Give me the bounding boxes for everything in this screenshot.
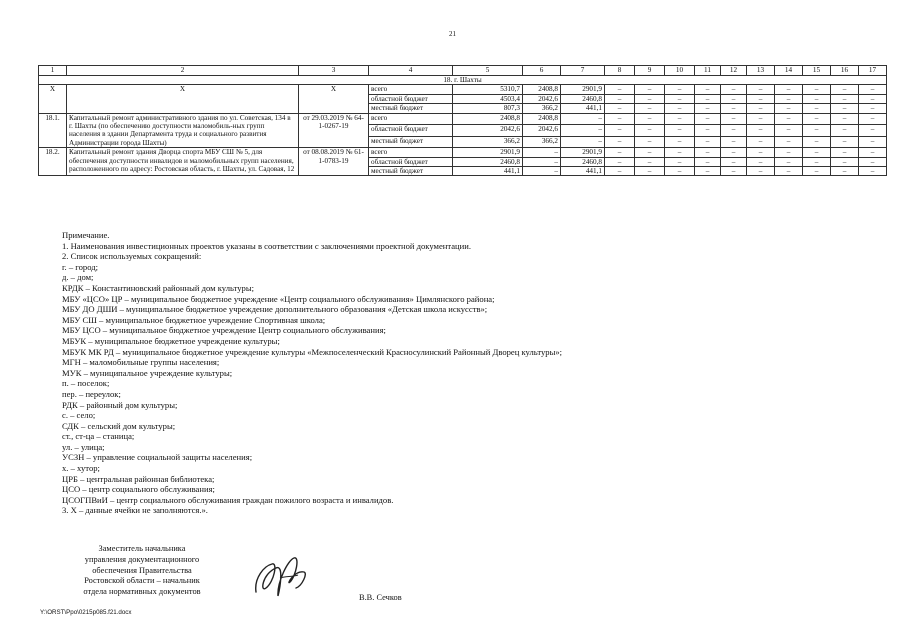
empty-cell: – bbox=[665, 167, 695, 176]
year-value: 2408,8 bbox=[523, 85, 561, 94]
column-number: 17 bbox=[859, 66, 887, 76]
empty-cell: – bbox=[721, 157, 747, 166]
project-doc: от 08.08.2019 № 61-1-0783-19 bbox=[299, 148, 369, 176]
column-number: 12 bbox=[721, 66, 747, 76]
empty-cell: – bbox=[775, 125, 803, 137]
empty-cell: – bbox=[721, 125, 747, 137]
empty-cell: – bbox=[721, 148, 747, 157]
empty-cell: – bbox=[747, 94, 775, 103]
funding-source: областной бюджет bbox=[369, 157, 453, 166]
column-number: 4 bbox=[369, 66, 453, 76]
empty-cell: – bbox=[635, 113, 665, 125]
empty-cell: – bbox=[747, 125, 775, 137]
signer-title-line: управления документационного bbox=[84, 554, 200, 564]
column-number: 10 bbox=[665, 66, 695, 76]
empty-cell: – bbox=[803, 148, 831, 157]
total-value: 366,2 bbox=[453, 136, 523, 148]
empty-cell: – bbox=[721, 85, 747, 94]
empty-cell: – bbox=[635, 136, 665, 148]
year-value: – bbox=[561, 125, 605, 137]
empty-cell: – bbox=[721, 167, 747, 176]
column-number: 3 bbox=[299, 66, 369, 76]
empty-cell: – bbox=[831, 113, 859, 125]
funding-source: всего bbox=[369, 113, 453, 125]
empty-cell: – bbox=[747, 148, 775, 157]
note-line: 1. Наименования инвестиционных проектов указаны в соответствии с заключениями проектной документации. bbox=[62, 240, 472, 251]
funding-source: местный бюджет bbox=[369, 136, 453, 148]
empty-cell: – bbox=[831, 136, 859, 148]
notes-block bbox=[62, 230, 562, 516]
year-value: 2408,8 bbox=[523, 113, 561, 125]
year-value: 2901,9 bbox=[561, 85, 605, 94]
total-value: 2042,6 bbox=[453, 125, 523, 137]
note-line: ЦСОГПВиИ – центр социального обслуживания граждан пожилого возраста и инвалидов. bbox=[62, 494, 394, 505]
note-line: с. – село; bbox=[62, 410, 96, 421]
header-row bbox=[39, 66, 887, 76]
note-line: Примечание. bbox=[62, 230, 110, 240]
empty-cell: – bbox=[803, 113, 831, 125]
empty-cell: – bbox=[695, 94, 721, 103]
empty-cell: – bbox=[831, 104, 859, 113]
signer-title-line: отдела нормативных документов bbox=[83, 587, 201, 597]
empty-cell: – bbox=[695, 167, 721, 176]
funding-source: всего bbox=[369, 85, 453, 94]
year-value: – bbox=[561, 136, 605, 148]
funding-source: местный бюджет bbox=[369, 104, 453, 113]
empty-cell: – bbox=[605, 113, 635, 125]
column-number: 16 bbox=[831, 66, 859, 76]
empty-cell: – bbox=[803, 94, 831, 103]
empty-cell: – bbox=[695, 104, 721, 113]
year-value: 2042,6 bbox=[523, 94, 561, 103]
year-value: 2901,9 bbox=[561, 148, 605, 157]
empty-cell: – bbox=[695, 148, 721, 157]
empty-cell: – bbox=[635, 104, 665, 113]
empty-cell: – bbox=[775, 136, 803, 148]
year-value: 366,2 bbox=[523, 136, 561, 148]
note-line: ст., ст-ца – станица; bbox=[62, 431, 135, 442]
section-title: 18. г. Шахты bbox=[39, 76, 887, 85]
item-number: 18.2. bbox=[39, 148, 67, 176]
note-line: ЦРБ – центральная районная библиотека; bbox=[62, 473, 215, 484]
empty-cell: – bbox=[695, 125, 721, 137]
empty-cell: – bbox=[859, 85, 887, 94]
empty-cell: – bbox=[859, 157, 887, 166]
column-number: 9 bbox=[635, 66, 665, 76]
empty-cell: – bbox=[859, 167, 887, 176]
column-number: 8 bbox=[605, 66, 635, 76]
empty-cell: – bbox=[803, 125, 831, 137]
empty-cell: – bbox=[803, 136, 831, 148]
section-row bbox=[39, 76, 887, 85]
note-line: КРДК – Константиновский районный дом культуры; bbox=[62, 282, 255, 293]
signer-title-line: Заместитель начальника bbox=[98, 544, 186, 553]
project-doc: Х bbox=[299, 85, 369, 113]
note-line: х. – хутор; bbox=[62, 463, 100, 474]
empty-cell: – bbox=[859, 148, 887, 157]
empty-cell: – bbox=[721, 104, 747, 113]
empty-cell: – bbox=[665, 113, 695, 125]
note-line: МГН – маломобильные группы населения; bbox=[62, 357, 220, 368]
project-doc: от 29.03.2019 № 64-1-0267-19 bbox=[299, 113, 369, 148]
column-number: 2 bbox=[67, 66, 299, 76]
empty-cell: – bbox=[605, 148, 635, 157]
empty-cell: – bbox=[721, 113, 747, 125]
year-value: 441,1 bbox=[561, 104, 605, 113]
note-line: МБУ СШ – муниципальное бюджетное учреждение Спортивная школа; bbox=[62, 314, 326, 325]
note-line: г. – город; bbox=[62, 261, 99, 272]
empty-cell: – bbox=[635, 157, 665, 166]
item-number: Х bbox=[39, 85, 67, 113]
total-value: 2460,8 bbox=[453, 157, 523, 166]
empty-cell: – bbox=[803, 104, 831, 113]
note-line: ул. – улица; bbox=[62, 441, 105, 452]
note-line: ЦСО – центр социального обслуживания; bbox=[62, 484, 215, 495]
funding-source: всего bbox=[369, 148, 453, 157]
empty-cell: – bbox=[747, 157, 775, 166]
empty-cell: – bbox=[775, 167, 803, 176]
note-line: СДК – сельский дом культуры; bbox=[62, 420, 176, 431]
empty-cell: – bbox=[635, 125, 665, 137]
empty-cell: – bbox=[635, 148, 665, 157]
year-value: – bbox=[523, 148, 561, 157]
note-line: пер. – переулок; bbox=[62, 388, 121, 399]
year-value: 441,1 bbox=[561, 167, 605, 176]
empty-cell: – bbox=[665, 148, 695, 157]
empty-cell: – bbox=[831, 94, 859, 103]
empty-cell: – bbox=[831, 148, 859, 157]
total-value: 441,1 bbox=[453, 167, 523, 176]
year-value: – bbox=[561, 113, 605, 125]
empty-cell: – bbox=[859, 104, 887, 113]
item-number: 18.1. bbox=[39, 113, 67, 148]
note-line: 2. Список используемых сокращений: bbox=[62, 251, 202, 262]
table-row bbox=[39, 148, 887, 157]
note-line: МБУ ДО ДШИ – муниципальное бюджетное учреждение дополнительного образования «Детская школа искусств»; bbox=[62, 304, 488, 315]
table-row bbox=[39, 113, 887, 125]
column-number: 13 bbox=[747, 66, 775, 76]
empty-cell: – bbox=[831, 167, 859, 176]
note-line: МБУ «ЦСО» ЦР – муниципальное бюджетное учреждение «Центр социального обслуживания» Цимлянского района; bbox=[62, 293, 495, 304]
empty-cell: – bbox=[803, 157, 831, 166]
empty-cell: – bbox=[775, 113, 803, 125]
empty-cell: – bbox=[859, 94, 887, 103]
column-number: 11 bbox=[695, 66, 721, 76]
empty-cell: – bbox=[665, 94, 695, 103]
total-value: 807,3 bbox=[453, 104, 523, 113]
empty-cell: – bbox=[665, 85, 695, 94]
project-name: Капитальный ремонт административного здания по ул. Советская, 134 в г. Шахты (по обеспечению доступности маломобиль-ных групп населения в здании Департамента труда и социального развития Администрации города Шахты) bbox=[67, 113, 299, 148]
signer-title bbox=[42, 544, 242, 598]
empty-cell: – bbox=[775, 148, 803, 157]
funding-source: местный бюджет bbox=[369, 167, 453, 176]
empty-cell: – bbox=[665, 125, 695, 137]
total-value: 2408,8 bbox=[453, 113, 523, 125]
year-value: 366,2 bbox=[523, 104, 561, 113]
note-line: МБУК – муниципальное бюджетное учреждение культуры; bbox=[62, 335, 280, 346]
note-line: РДК – районный дом культуры; bbox=[62, 399, 178, 410]
empty-cell: – bbox=[859, 113, 887, 125]
note-line: д. – дом; bbox=[62, 272, 94, 283]
signer-title-line: обеспечения Правительства bbox=[92, 565, 192, 575]
empty-cell: – bbox=[605, 94, 635, 103]
empty-cell: – bbox=[747, 167, 775, 176]
empty-cell: – bbox=[859, 125, 887, 137]
empty-cell: – bbox=[775, 85, 803, 94]
signer-name: В.В. Сечков bbox=[359, 593, 402, 602]
note-line: МБУ ЦСО – муниципальное бюджетное учреждение Центр социального обслуживания; bbox=[62, 325, 386, 336]
note-line: 3. Х – данные ячейки не заполняются.». bbox=[62, 505, 208, 516]
empty-cell: – bbox=[605, 104, 635, 113]
empty-cell: – bbox=[859, 136, 887, 148]
empty-cell: – bbox=[775, 157, 803, 166]
empty-cell: – bbox=[747, 104, 775, 113]
signer-title-line: Ростовской области – начальник bbox=[84, 576, 200, 586]
column-number: 15 bbox=[803, 66, 831, 76]
empty-cell: – bbox=[695, 136, 721, 148]
empty-cell: – bbox=[803, 167, 831, 176]
note-line: УСЗН – управление социальной защиты населения; bbox=[62, 452, 253, 463]
note-line: п. – поселок; bbox=[62, 378, 110, 389]
year-value: – bbox=[523, 157, 561, 166]
funding-source: областной бюджет bbox=[369, 94, 453, 103]
empty-cell: – bbox=[831, 125, 859, 137]
project-name: Капитальный ремонт здания Дворца спорта МБУ СШ № 5, для обеспечения доступности инвалидов и маломобильных групп населения, расположенного по адресу: Ростовская область, г. Шахты, ул. Садовая, 12 bbox=[67, 148, 299, 176]
empty-cell: – bbox=[747, 136, 775, 148]
year-value: 2042,6 bbox=[523, 125, 561, 137]
empty-cell: – bbox=[831, 157, 859, 166]
total-value: 5310,7 bbox=[453, 85, 523, 94]
total-value: 2901,9 bbox=[453, 148, 523, 157]
year-value: – bbox=[523, 167, 561, 176]
total-value: 4503,4 bbox=[453, 94, 523, 103]
column-number: 1 bbox=[39, 66, 67, 76]
funding-source: областной бюджет bbox=[369, 125, 453, 137]
empty-cell: – bbox=[695, 85, 721, 94]
file-path: Y:\ORST\Ppo\0215p085.f21.docx bbox=[40, 609, 132, 616]
empty-cell: – bbox=[605, 157, 635, 166]
empty-cell: – bbox=[605, 85, 635, 94]
empty-cell: – bbox=[803, 85, 831, 94]
empty-cell: – bbox=[695, 157, 721, 166]
empty-cell: – bbox=[831, 85, 859, 94]
note-line: МБУК МК РД – муниципальное бюджетное учреждение культуры «Межпоселенческий Красносулинский Районный Дворец культуры»; bbox=[62, 346, 563, 357]
column-number: 14 bbox=[775, 66, 803, 76]
column-number: 6 bbox=[523, 66, 561, 76]
empty-cell: – bbox=[695, 113, 721, 125]
empty-cell: – bbox=[605, 167, 635, 176]
empty-cell: – bbox=[665, 104, 695, 113]
year-value: 2460,8 bbox=[561, 94, 605, 103]
page-number: 21 bbox=[449, 30, 456, 38]
column-number: 7 bbox=[561, 66, 605, 76]
table-row bbox=[39, 85, 887, 94]
empty-cell: – bbox=[775, 94, 803, 103]
handwritten-signature bbox=[250, 552, 312, 602]
empty-cell: – bbox=[635, 94, 665, 103]
empty-cell: – bbox=[721, 136, 747, 148]
empty-cell: – bbox=[665, 157, 695, 166]
empty-cell: – bbox=[747, 85, 775, 94]
empty-cell: – bbox=[721, 94, 747, 103]
investment-table bbox=[38, 65, 887, 176]
empty-cell: – bbox=[635, 167, 665, 176]
empty-cell: – bbox=[605, 125, 635, 137]
column-number: 5 bbox=[453, 66, 523, 76]
note-line: МУК – муниципальное учреждение культуры; bbox=[62, 367, 233, 378]
year-value: 2460,8 bbox=[561, 157, 605, 166]
empty-cell: – bbox=[635, 85, 665, 94]
empty-cell: – bbox=[605, 136, 635, 148]
project-name: Х bbox=[67, 85, 299, 113]
empty-cell: – bbox=[747, 113, 775, 125]
empty-cell: – bbox=[665, 136, 695, 148]
empty-cell: – bbox=[775, 104, 803, 113]
